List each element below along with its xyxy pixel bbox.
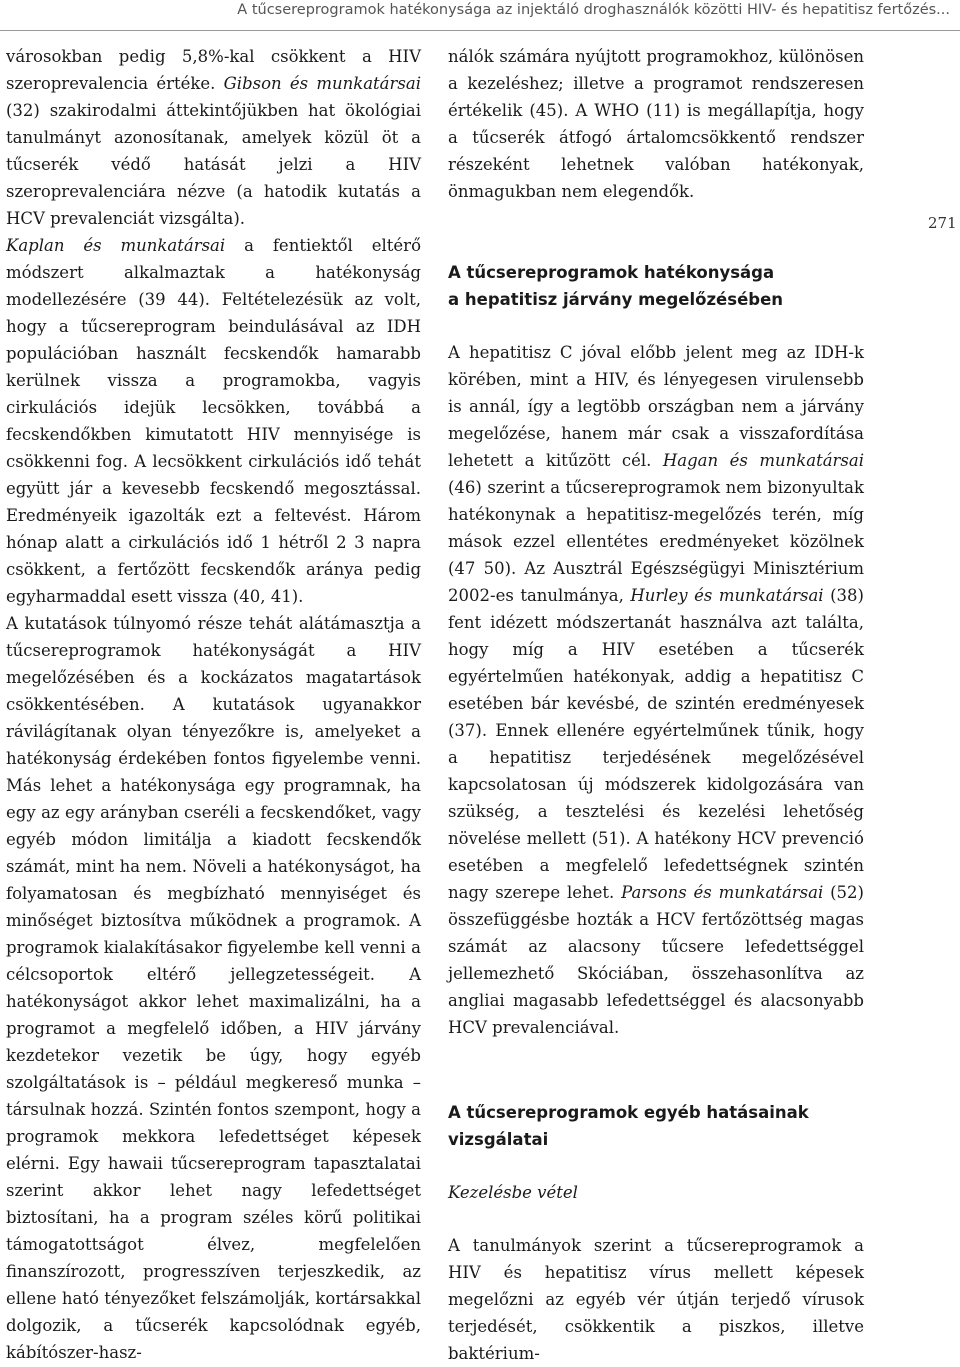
citation-authors: Parsons és munkatársai <box>621 883 824 902</box>
left-column <box>6 43 421 1366</box>
citation-authors: Gibson és munkatársai <box>223 74 421 93</box>
text-run: (52) összefüggésbe hozták a HCV fertőzöttség magas számát az alacsony tűcsere lefedettséggel jellemezhető Skóciában, összehasonlítva az angliai magasabb lefedettséggel és alacsonyabb HCV prevalenciával. <box>448 883 864 1037</box>
spacer <box>448 205 864 259</box>
right-column <box>448 43 864 1367</box>
subsection-heading: Kezelésbe vétel <box>448 1183 578 1202</box>
text-run: A hepatitisz C jóval előbb jelent meg az IDH-k körében, mint a HIV, és lényegesen virulensebb is annál, így a legtöbb országban nem a járvány megelőzése, hanem már csak a visszafordítása lehetett a kitűzött cél. <box>448 343 864 470</box>
paragraph: A kutatások túlnyomó része tehát alátámasztja a tűcsereprogramok hatékonyságát a HIV megelőzésében és a kockázatos magatartások csökkentésében. A kutatások ugyanakkor rávilágítanak olyan tényezőkre is, amelyeket a hatékonyság érdekében fontos figyelembe venni. Más lehet a hatékonysága egy programnak, ha egy az egy arányban cseréli a fecskendőket, vagy egyéb módon limitálja a kiadott fecskendők számát, mint ha nem. Növeli a hatékonyságot, ha folyamatosan és megbízható mennyiséget és minőséget biztosítva működnek a programok. A programok kialakításakor figyelembe kell venni a célcsoportok eltérő jellegzetességeit. A hatékonyságot akkor lehet maximalizálni, ha a programot a megfelelő időben, a HIV járvány kezdetekor vezetik be úgy, hogy egyéb szolgáltatások is – például megkereső munka – társulnak hozzá. Szintén fontos szempont, hogy a programok mekkora lefedettséget képesek elérni. Egy hawaii tűcsereprogram tapasztalatai szerint akkor lehet nagy lefedettséget biztosítani, ha a program széles körű politikai támogatottságot élvez, megfelelően finanszírozott, progresszíven terjeszkedik, az ellene ható tényezőket felszámolják, kortársakkal dolgozik, a tűcserék kapcsolódnak egyéb, kábítószer-hasz- <box>6 614 421 1362</box>
text-run: a fentiektől eltérő módszert alkalmaztak a hatékonyság modellezésére (39 44). Feltételezésük az volt, hogy a tűcsereprogram beindulásával az IDH populációban használt fecskendők hamarabb kerülnek vissza a programokba, vagyis cirkulációs idejük lecsökken, továbbá a fecskendőkben kimutatott HIV mennyisége is csökkenni fog. A lecsökkent cirkulációs idő tehát együtt jár a kevesebb fecskendő megosztással. Eredményeik igazolták ezt a feltevést. Három hónap alatt a cirkulációs idő 1 hétről 2 3 napra csökkent, a fertőzött fecskendők aránya pedig egyharmaddal esett vissza (40, 41). <box>6 236 421 606</box>
spacer <box>448 1041 864 1099</box>
paragraph: nálók számára nyújtott programokhoz, különösen a kezeléshez; illetve a programot rendszeresen értékelik (45). A WHO (11) is megállapítja, hogy a tűcserék átfogó ártalomcsökkentő rendszer részeként lehetnek valóban hatékonyak, önmagukban nem elegendők. <box>448 47 864 201</box>
text-run: városokban pedig 5,8%-kal csökkent a HIV szeroprevalencia értéke. <box>6 47 421 93</box>
spacer <box>448 1153 864 1179</box>
heading-line: a hepatitisz járvány megelőzésében <box>448 290 784 309</box>
running-title: A tűcsereprogramok hatékonysága az injektáló droghasználók közötti HIV- és hepatitisz fertőzés... <box>237 2 950 18</box>
spacer <box>448 1206 864 1232</box>
paragraph: A tanulmányok szerint a tűcsereprogramok a HIV és hepatitisz vírus mellett képesek megelőzni az egyéb vér útján terjedő vírusok terjedését, csökkentik a piszkos, illetve baktérium- <box>448 1236 864 1363</box>
citation-authors: Hurley és munkatársai <box>630 586 824 605</box>
paragraph <box>6 43 421 232</box>
paragraph <box>448 339 864 1041</box>
page-number: 271 <box>928 214 957 232</box>
section-heading <box>448 1099 864 1153</box>
heading-line: A tűcsereprogramok hatékonysága <box>448 263 775 282</box>
text-run: (32) szakirodalmi áttekintőjükben hat ökológiai tanulmányt azonosítanak, amelyek közül öt a tűcserék védő hatását jelzi a HIV szeroprevalenciára nézve (a hatodik kutatás a HCV prevalenciát vizsgálta). <box>6 101 421 228</box>
text-run: (38) fent idézett módszertanát használva azt találta, hogy míg a HIV esetében a tűcserék egyértelműen hatékonyak, addig a hepatitisz C esetében bár kevésbé, de szintén eredményesek (37). Ennek ellenére egyértelműnek tűnik, hogy a hepatitisz terjedésének megelőzésével kapcsolatosan új módszerek kidolgozására van szükség, a tesztelési és kezelési lehetőség növelése mellett (51). A hatékony HCV prevenció esetében a megfelelő lefedettségnek szintén nagy szerepe lehet. <box>448 586 864 902</box>
section-heading <box>448 259 864 313</box>
heading-line: vizsgálatai <box>448 1130 549 1149</box>
running-header <box>0 0 960 31</box>
paragraph <box>6 232 421 610</box>
text-run: (46) szerint a tűcsereprogramok nem bizonyultak hatékonynak a hepatitisz-megelőzés terén, míg mások ezzel ellentétes eredményeket közölnek (47 50). Az Ausztrál Egészségügyi Minisztérium 2002-es tanulmánya, <box>448 478 864 605</box>
spacer <box>448 313 864 339</box>
heading-line: A tűcsereprogramok egyéb hatásainak <box>448 1103 809 1122</box>
citation-authors: Hagan és munkatársai <box>662 451 865 470</box>
citation-authors: Kaplan és munkatársai <box>6 236 226 255</box>
